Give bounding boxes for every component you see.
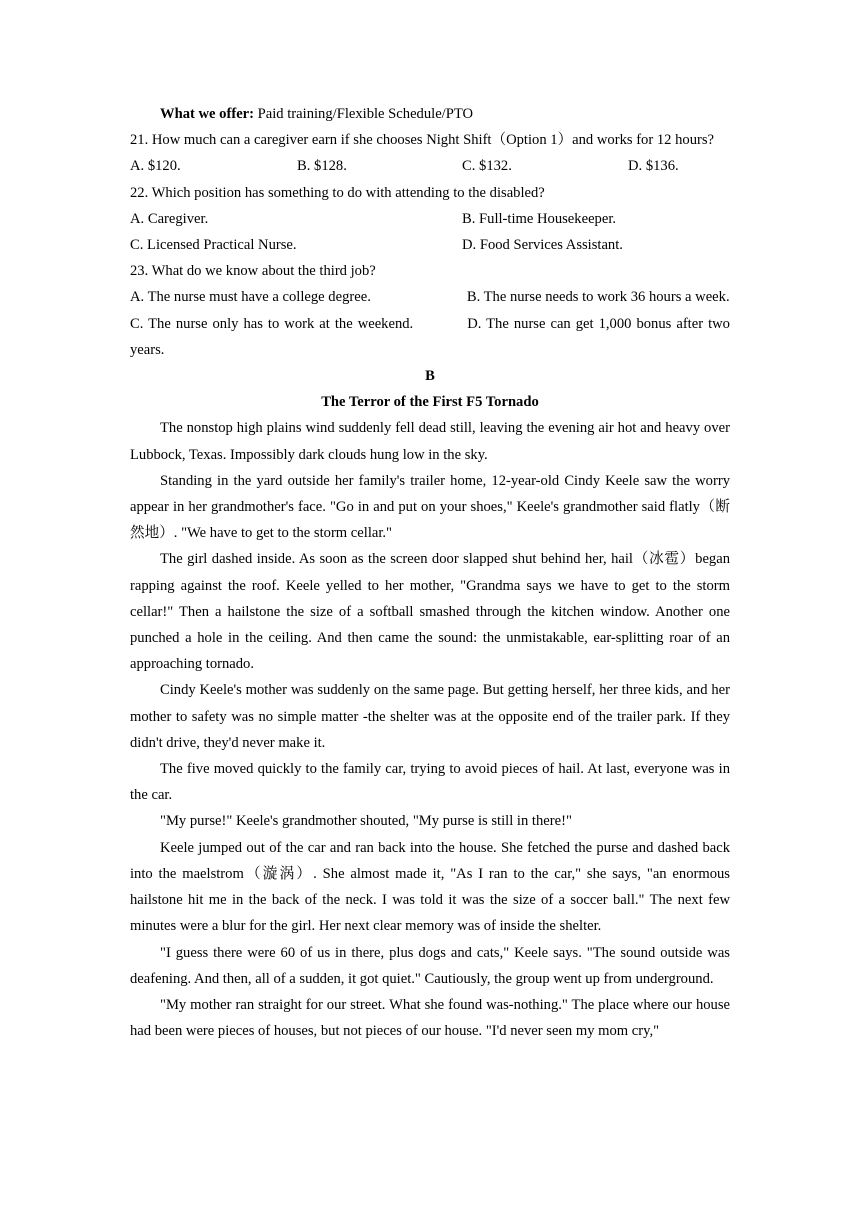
paragraph: The nonstop high plains wind suddenly fell dead still, leaving the evening air hot and heavy over Lubbock, Texas. Impossibly dark clouds hung low in the sky. xyxy=(130,420,730,463)
paragraph: "My purse!" Keele's grandmother shouted, "My purse is still in there!" xyxy=(160,813,572,830)
option-b: B. $128. xyxy=(297,158,347,175)
option-b: B. The nurse needs to work 36 hours a week. xyxy=(466,289,730,306)
paragraph: "I guess there were 60 of us in there, plus dogs and cats," Keele says. "The sound outside was deafening. And then, all of a sudden, it got quiet." Cautiously, the group went up from underground. xyxy=(130,944,730,987)
question-21-stem: 21. How much can a caregiver earn if she chooses Night Shift（Option 1）and works for 12 hours? xyxy=(130,132,715,149)
section-letter: B xyxy=(425,368,435,385)
question-23-options-ab xyxy=(130,284,730,310)
option-c: C. Licensed Practical Nurse. xyxy=(130,237,297,254)
document-page xyxy=(130,101,730,1044)
question-21-options xyxy=(130,153,730,179)
offer-line xyxy=(130,101,730,127)
question-23-stem: 23. What do we know about the third job? xyxy=(130,263,376,280)
option-c: C. The nurse only has to work at the weekend. xyxy=(130,315,414,332)
option-d: D. $136. xyxy=(628,158,679,175)
article-title: The Terror of the First F5 Tornado xyxy=(321,394,539,411)
paragraph: "My mother ran straight for our street. What she found was-nothing." The place where our house had been were pieces of houses, but not pieces of our house. "I'd never seen my mom cry," xyxy=(130,996,730,1040)
option-a: A. Caregiver. xyxy=(130,210,209,227)
question-23-options-cd xyxy=(130,311,730,363)
option-c: C. $132. xyxy=(462,158,512,175)
paragraph: The girl dashed inside. As soon as the screen door slapped shut behind her, hail（冰雹）began rapping against the roof. Keele yelled to her mother, "Grandma says we have to get to the storm cellar!" Then a hailstone the size of a softball smashed through the kitchen window. Another one punched a hole in the ceiling. And then came the sound: the unmistakable, ear-splitting roar of an approaching tornado. xyxy=(130,551,730,673)
option-d: D. Food Services Assistant. xyxy=(462,237,623,254)
offer-label: What we offer: xyxy=(160,106,255,122)
paragraph: Standing in the yard outside her family's trailer home, 12-year-old Cindy Keele saw the worry appear in her grandmother's face. "Go in and put on your shoes," Keele's grandmother said flatly（断然地）. "We have to get to the storm cellar." xyxy=(130,472,730,542)
paragraph: Cindy Keele's mother was suddenly on the same page. But getting herself, her three kids, and her mother to safety was no simple matter -the shelter was at the opposite end of the trailer park. If they didn't drive, they'd never make it. xyxy=(130,682,730,751)
option-b: B. Full-time Housekeeper. xyxy=(462,210,617,227)
question-22-stem: 22. Which position has something to do with attending to the disabled? xyxy=(130,184,545,201)
option-d: D. The nurse can get 1,000 bonus after two years. xyxy=(130,315,730,358)
offer-text: Paid training/Flexible Schedule/PTO xyxy=(254,106,474,122)
paragraph: Keele jumped out of the car and ran back into the house. She fetched the purse and dashed back into the maelstrom（漩涡）. She almost made it, "As I ran to the car," she says, "an enormous hailstone hit me in the back of the neck. I was told it was the size of a soccer ball." The next few minutes were a blur for the girl. Her next clear memory was of inside the shelter. xyxy=(130,839,730,935)
option-a: A. $120. xyxy=(130,158,181,175)
option-a: A. The nurse must have a college degree. xyxy=(130,289,371,306)
question-22-options-row2 xyxy=(130,232,730,258)
question-22-options-row1 xyxy=(130,206,730,232)
paragraph: The five moved quickly to the family car, trying to avoid pieces of hail. At last, everyone was in the car. xyxy=(130,761,730,804)
